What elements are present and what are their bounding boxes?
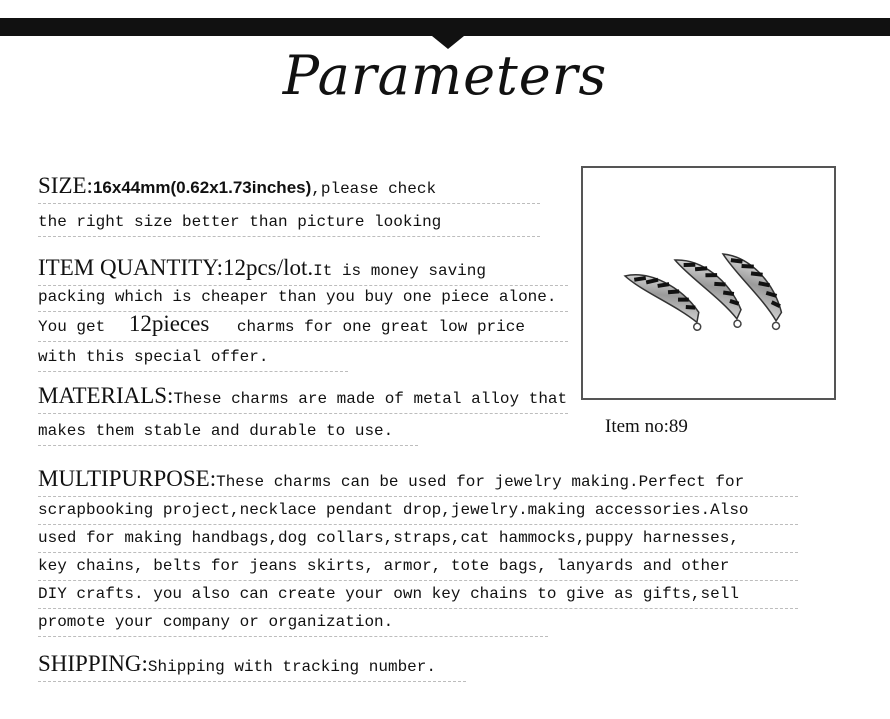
materials-line-1 — [38, 383, 568, 414]
multipurpose-line-3: used for making handbags,dog collars,straps,cat hammocks,puppy harnesses, — [38, 528, 798, 553]
item-number-caption: Item no:89 — [605, 416, 688, 437]
shipping-text: Shipping with tracking number. — [147, 658, 436, 676]
wing-charm-image — [583, 168, 834, 398]
quantity-value: 12pcs/lot. — [223, 255, 314, 280]
multipurpose-line-1 — [38, 466, 798, 497]
multipurpose-line-2: scrapbooking project,necklace pendant drop,jewelry.making accessories.Also — [38, 500, 798, 525]
quantity-pieces: 12pieces — [128, 311, 210, 336]
multipurpose-label: MULTIPURPOSE: — [38, 466, 217, 491]
quantity-text: It is money saving — [313, 262, 486, 280]
size-line-1 — [38, 173, 540, 204]
size-line-2: the right size better than picture looking — [38, 212, 540, 237]
multipurpose-line-6: promote your company or organization. — [38, 612, 548, 637]
multipurpose-line-5: DIY crafts. you also can create your own key chains to give as gifts,sell — [38, 584, 798, 609]
quantity-line-1 — [38, 255, 568, 286]
multipurpose-text: These charms can be used for jewelry making.Perfect for — [216, 473, 745, 491]
materials-text: These charms are made of metal alloy that — [173, 390, 568, 408]
size-text: ,please check — [311, 180, 437, 198]
multipurpose-line-4: key chains, belts for jeans skirts, armor, tote bags, lanyards and other — [38, 556, 798, 581]
shipping-line-1 — [38, 651, 466, 682]
shipping-label: SHIPPING: — [38, 651, 148, 676]
size-value: 16x44mm(0.62x1.73inches) — [92, 178, 312, 197]
quantity-line-4: with this special offer. — [38, 347, 348, 372]
quantity-label: ITEM QUANTITY: — [38, 255, 224, 280]
quantity-get-text: You get — [38, 318, 106, 336]
size-label: SIZE: — [38, 173, 93, 198]
product-photo-frame — [581, 166, 836, 400]
quantity-line-3 — [38, 311, 568, 342]
materials-label: MATERIALS: — [38, 383, 174, 408]
top-banner-bar — [0, 18, 890, 36]
quantity-line-2: packing which is cheaper than you buy one piece alone. — [38, 287, 568, 312]
materials-line-2: makes them stable and durable to use. — [38, 421, 418, 446]
page-title: Parameters — [282, 44, 608, 107]
quantity-price-text: charms for one great low price — [236, 318, 525, 336]
